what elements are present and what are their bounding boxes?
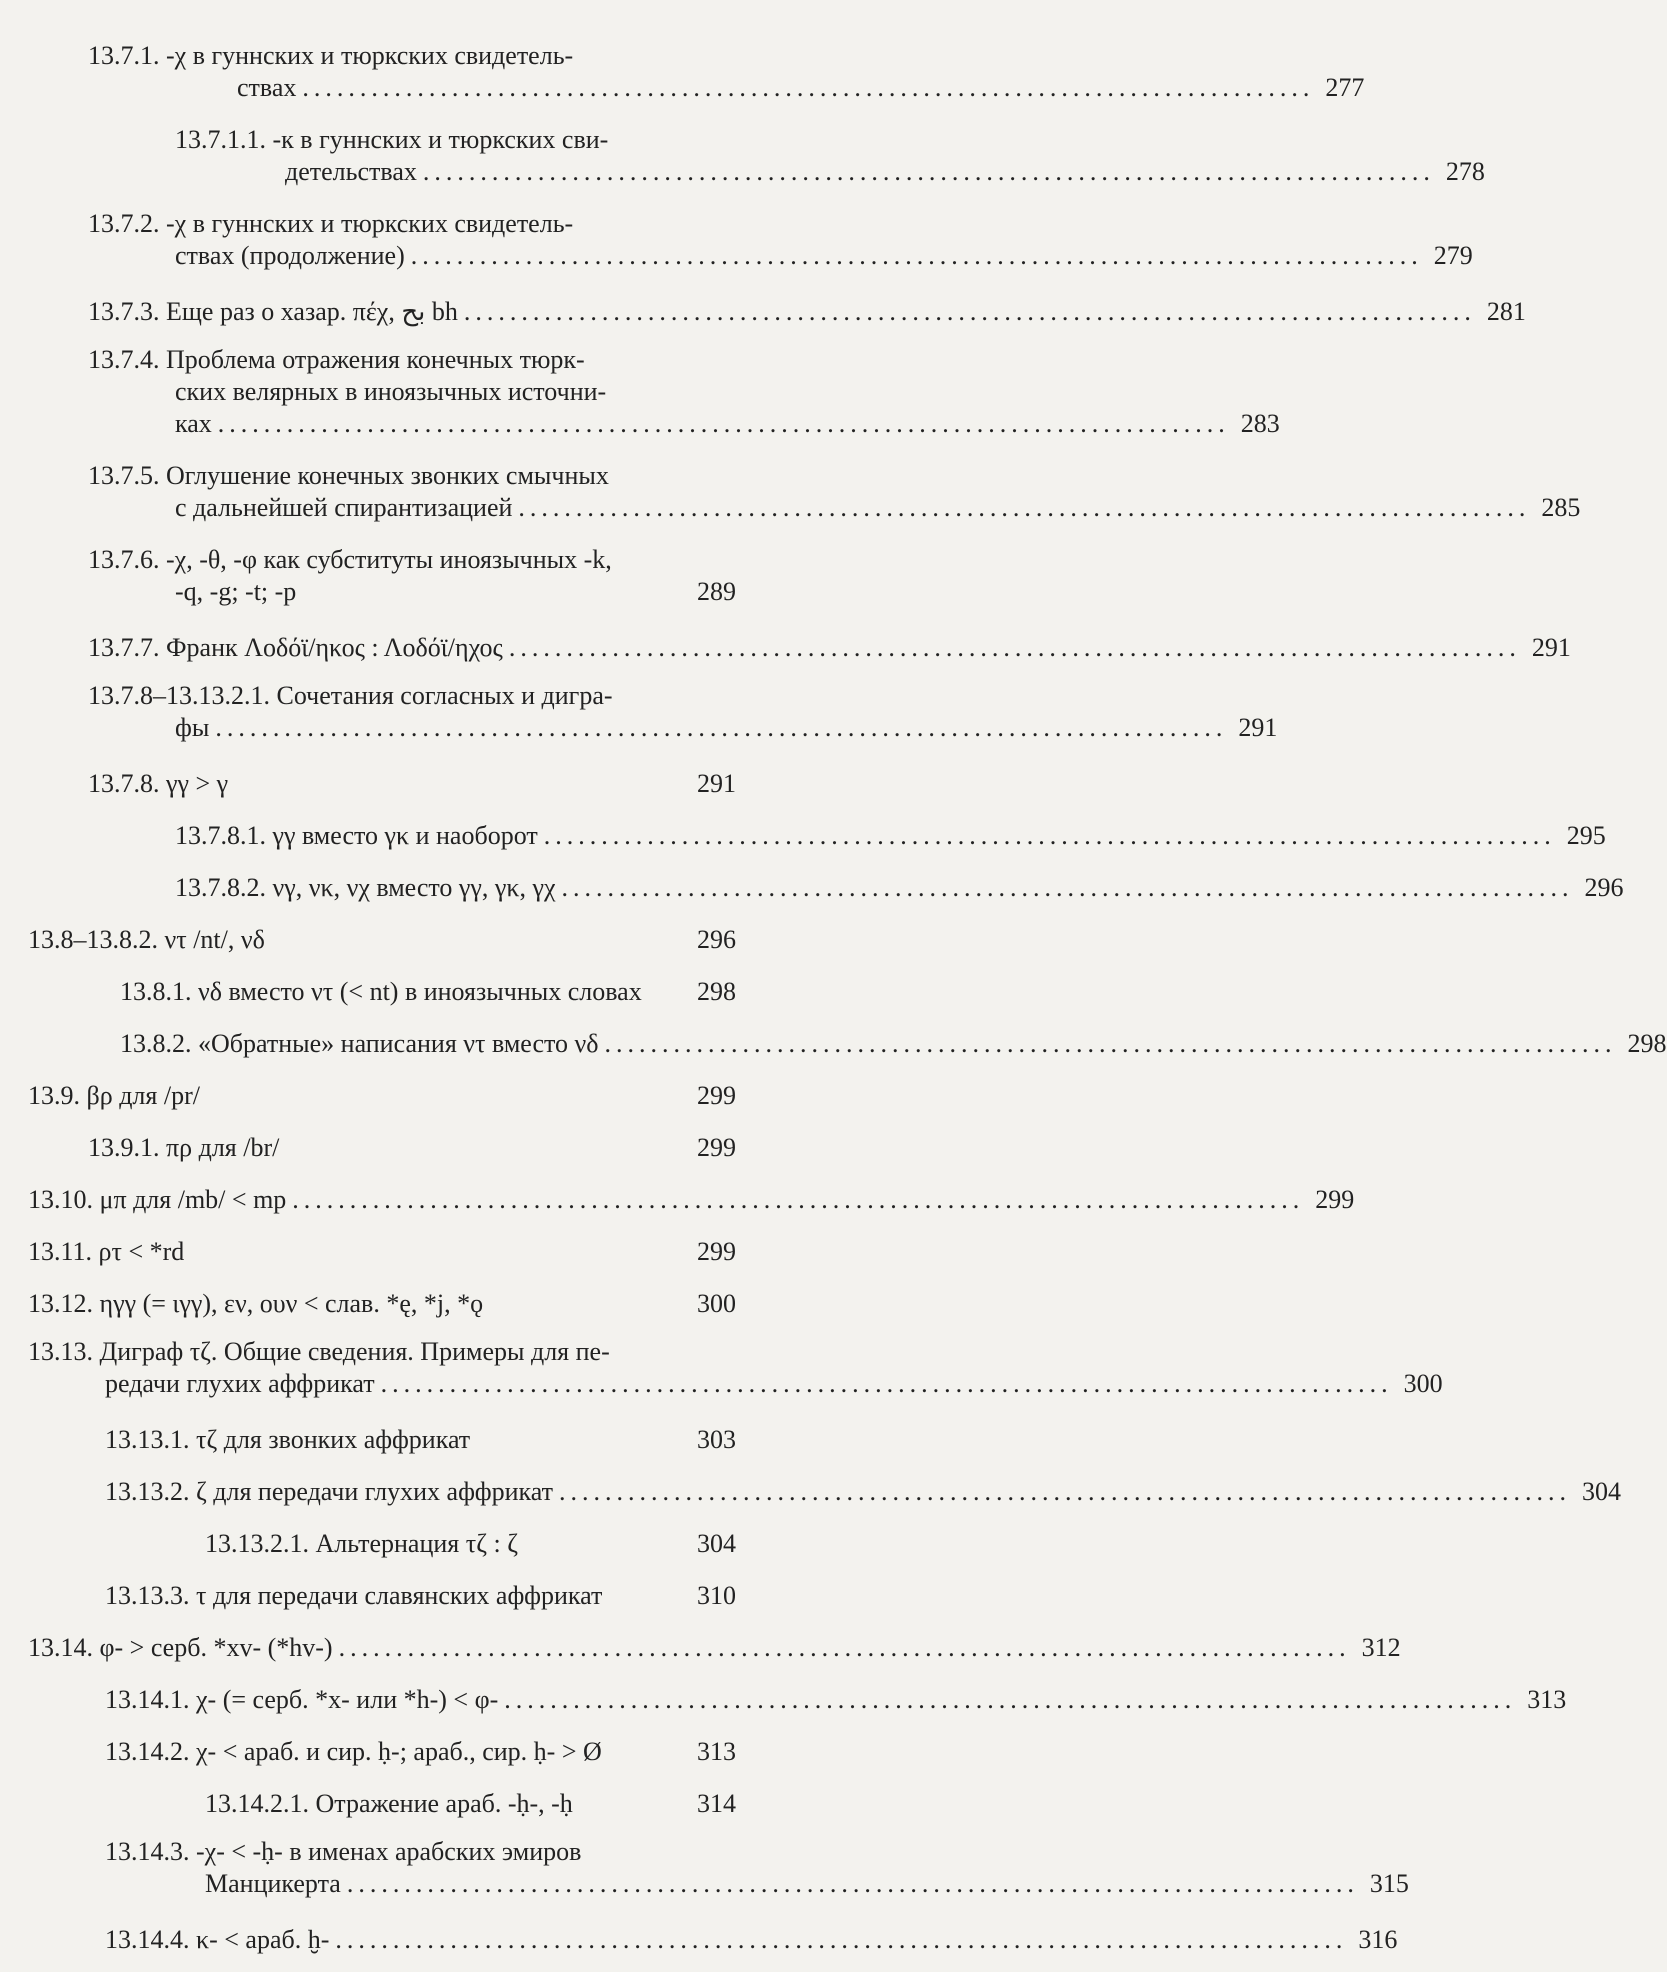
entry-title: γγ > γ [166, 769, 229, 798]
entry-number: 13.7.6. [88, 545, 160, 574]
entry-number: 13.13. [28, 1337, 93, 1366]
page-number: 295 [1566, 821, 1606, 850]
page-number: 289 [697, 577, 736, 606]
toc-entry [0, 544, 788, 628]
page-number: 315 [1369, 1869, 1409, 1898]
entry-title-cont: детельствах [285, 157, 417, 186]
page-number: 299 [1315, 1185, 1355, 1214]
entry-title: ντ /nt/, νδ [164, 925, 265, 954]
toc-entry [0, 1472, 1621, 1524]
entry-number: 13.7.3. [88, 297, 160, 326]
entry-title-cont: -q, -g; -t; -p [175, 577, 297, 606]
dot-leader: ........................................................................................ [302, 73, 1315, 102]
entry-title: φ- > серб. *xv- (*hv-) [99, 1633, 333, 1662]
entry-number: 13.7.1. [88, 41, 160, 70]
entry-number: 13.14.2.1. [205, 1789, 309, 1818]
page-number: 316 [1358, 1925, 1398, 1954]
page-number: 299 [697, 1081, 736, 1110]
page-number: 304 [1582, 1477, 1621, 1506]
page-number: 281 [1486, 297, 1526, 326]
toc-entry [0, 1024, 1667, 1076]
table-of-contents [0, 40, 1667, 1972]
page-number: 296 [1584, 873, 1624, 902]
toc-entry [0, 124, 1485, 208]
entry-title: βρ для /pr/ [86, 1081, 200, 1110]
dot-leader: ........................................................................................ [559, 1477, 1571, 1506]
toc-entry [0, 344, 1280, 460]
page-number: 312 [1361, 1633, 1401, 1662]
entry-title-cont: ских велярных в иноязычных источни- [175, 377, 607, 406]
entry-number: 13.14.4. [105, 1925, 190, 1954]
toc-entry [0, 972, 788, 1024]
page-number: 278 [1445, 157, 1485, 186]
entry-title: χ- < араб. и сир. ḥ-; араб., сир. ḥ- > Ø [196, 1737, 602, 1766]
dot-leader: ........................................................................................ [292, 1185, 1305, 1214]
entry-title: «Обратные» написания ντ вместо νδ [198, 1029, 599, 1058]
entry-title: Альтернация τζ : ζ [315, 1529, 518, 1558]
entry-title-cont: фы [175, 713, 210, 742]
entry-number: 13.12. [28, 1289, 93, 1318]
page-number: 296 [697, 925, 736, 954]
toc-entry [0, 1576, 788, 1628]
entry-number: 13.8.1. [120, 977, 192, 1006]
toc-entry [0, 868, 1624, 920]
page-number: 314 [697, 1789, 736, 1818]
entry-title-cont: ствах [237, 73, 297, 102]
page-number: 285 [1541, 493, 1581, 522]
page-number: 310 [697, 1581, 736, 1610]
page-number: 279 [1433, 241, 1473, 270]
entry-title: πρ для /br/ [166, 1133, 280, 1162]
entry-title-cont: ствах (продолжение) [175, 241, 405, 270]
page-number: 277 [1325, 73, 1365, 102]
page-number: 291 [1531, 633, 1571, 662]
page-number: 299 [697, 1237, 736, 1266]
page-number: 299 [697, 1133, 736, 1162]
toc-entry [0, 1284, 788, 1336]
toc-entry [0, 920, 788, 972]
entry-number: 13.14.1. [105, 1685, 190, 1714]
page-number: 300 [1403, 1369, 1443, 1398]
page-number: 291 [1238, 713, 1278, 742]
entry-number: 13.7.1.1. [175, 125, 266, 154]
entry-title: γγ вместо γκ и наоборот [272, 821, 538, 850]
dot-leader: ........................................................................................ [604, 1029, 1617, 1058]
entry-number: 13.14.3. [105, 1837, 190, 1866]
entry-title: τζ для звонких аффрикат [196, 1425, 471, 1454]
dot-leader: ........................................................................................ [518, 493, 1531, 522]
entry-number: 13.7.2. [88, 209, 160, 238]
dot-leader: ........................................................................................ [543, 821, 1556, 850]
dot-leader: ........................................................................................ [335, 1925, 1348, 1954]
toc-entry [0, 292, 1526, 344]
dot-leader: ........................................................................................ [410, 241, 1423, 270]
page-number: 303 [697, 1425, 736, 1454]
dot-leader: ........................................................................................ [508, 633, 1521, 662]
entry-number: 13.13.2. [105, 1477, 190, 1506]
toc-entry [0, 460, 1581, 544]
entry-number: 13.7.8. [88, 769, 160, 798]
toc-entry [0, 1628, 1401, 1680]
entry-number: 13.13.3. [105, 1581, 190, 1610]
entry-number: 13.7.4. [88, 345, 160, 374]
entry-number: 13.11. [28, 1237, 93, 1266]
page-number: 304 [697, 1529, 736, 1558]
toc-entry [0, 1232, 788, 1284]
dot-leader: ........................................................................................ [422, 157, 1435, 186]
toc-entry [0, 40, 1365, 124]
page-number: 298 [697, 977, 736, 1006]
entry-number: 13.7.5. [88, 461, 160, 490]
entry-title-cont: с дальнейшей спирантизацией [175, 493, 513, 522]
entry-title: -χ- < -ḥ- в именах арабских эмиров [196, 1837, 582, 1866]
toc-entry [0, 1836, 1409, 1920]
entry-title: Диграф τζ. Общие сведения. Примеры для пе- [99, 1337, 610, 1366]
toc-entry [0, 1076, 788, 1128]
entry-title: Отражение араб. -ḥ-, -ḥ [315, 1789, 573, 1818]
toc-entry [0, 1524, 788, 1576]
entry-title: χ- (= серб. *x- или *h-) < φ- [196, 1685, 499, 1714]
page-number: 298 [1627, 1029, 1667, 1058]
entry-title: ηγγ (= ιγγ), εν, ουν < слав. *ę, *j, *ǫ [99, 1289, 484, 1318]
page-number: 313 [697, 1737, 736, 1766]
toc-entry [0, 628, 1571, 680]
entry-number: 13.9.1. [88, 1133, 160, 1162]
entry-title: κ- < араб. ḫ- [196, 1925, 330, 1954]
toc-entry [0, 1680, 1567, 1732]
page-number: 283 [1240, 409, 1280, 438]
entry-title: Еще раз о хазар. πέχ, بح bh [166, 297, 458, 326]
toc-entry [0, 1784, 788, 1836]
entry-title-cont: ках [175, 409, 212, 438]
dot-leader: ........................................................................................ [463, 297, 1476, 326]
toc-entry [0, 680, 1278, 764]
entry-title: ρτ < *rd [98, 1237, 185, 1266]
dot-leader: ........................................................................................ [338, 1633, 1351, 1662]
entry-title: -χ, -θ, -φ как субституты иноязычных -k, [166, 545, 612, 574]
entry-title: Франк Λοδόϊ/ηκος : Λοδόϊ/ηχος [166, 633, 503, 662]
entry-number: 13.13.2.1. [205, 1529, 309, 1558]
entry-title: τ для передачи славянских аффрикат [196, 1581, 603, 1610]
toc-entry [0, 816, 1606, 868]
dot-leader: ........................................................................................ [217, 409, 1230, 438]
entry-number: 13.14.2. [105, 1737, 190, 1766]
toc-entry [0, 1420, 788, 1472]
entry-title: Оглушение конечных звонких смычных [166, 461, 609, 490]
entry-title: -χ в гуннских и тюркских свидетель- [166, 41, 574, 70]
entry-title: -к в гуннских и тюркских сви- [272, 125, 609, 154]
entry-number: 13.14. [28, 1633, 93, 1662]
dot-leader: ........................................................................................ [380, 1369, 1393, 1398]
entry-number: 13.7.8.2. [175, 873, 266, 902]
entry-title: ζ для передачи глухих аффрикат [196, 1477, 553, 1506]
entry-number: 13.9. [28, 1081, 80, 1110]
toc-entry [0, 1732, 788, 1784]
entry-title-cont: Манцикерта [205, 1869, 341, 1898]
entry-title: -χ в гуннских и тюркских свидетель- [166, 209, 574, 238]
entry-number: 13.7.8.1. [175, 821, 266, 850]
dot-leader: ........................................................................................ [504, 1685, 1517, 1714]
page-number: 300 [697, 1289, 736, 1318]
dot-leader: ........................................................................................ [215, 713, 1228, 742]
dot-leader: ........................................................................................ [346, 1869, 1359, 1898]
entry-number: 13.8–13.8.2. [28, 925, 158, 954]
toc-entry [0, 208, 1473, 292]
entry-number: 13.10. [28, 1185, 93, 1214]
toc-entry [0, 1180, 1355, 1232]
page-number: 291 [697, 769, 736, 798]
entry-number: 13.13.1. [105, 1425, 190, 1454]
entry-title: Проблема отражения конечных тюрк- [166, 345, 585, 374]
entry-number: 13.8.2. [120, 1029, 192, 1058]
toc-entry [0, 1128, 788, 1180]
toc-entry [0, 1920, 1398, 1972]
toc-entry [0, 764, 788, 816]
toc-entry [0, 1336, 1443, 1420]
entry-number: 13.7.8–13.13.2.1. [88, 681, 270, 710]
page-number: 313 [1527, 1685, 1567, 1714]
entry-title: Сочетания согласных и дигра- [276, 681, 613, 710]
entry-number: 13.7.7. [88, 633, 160, 662]
entry-title: νδ вместо ντ (< nt) в иноязычных словах [198, 977, 642, 1006]
entry-title-cont: редачи глухих аффрикат [105, 1369, 375, 1398]
dot-leader: ........................................................................................ [561, 873, 1574, 902]
entry-title: νγ, νκ, νχ вместо γγ, γκ, γχ [272, 873, 556, 902]
entry-title: μπ для /mb/ < mp [99, 1185, 287, 1214]
